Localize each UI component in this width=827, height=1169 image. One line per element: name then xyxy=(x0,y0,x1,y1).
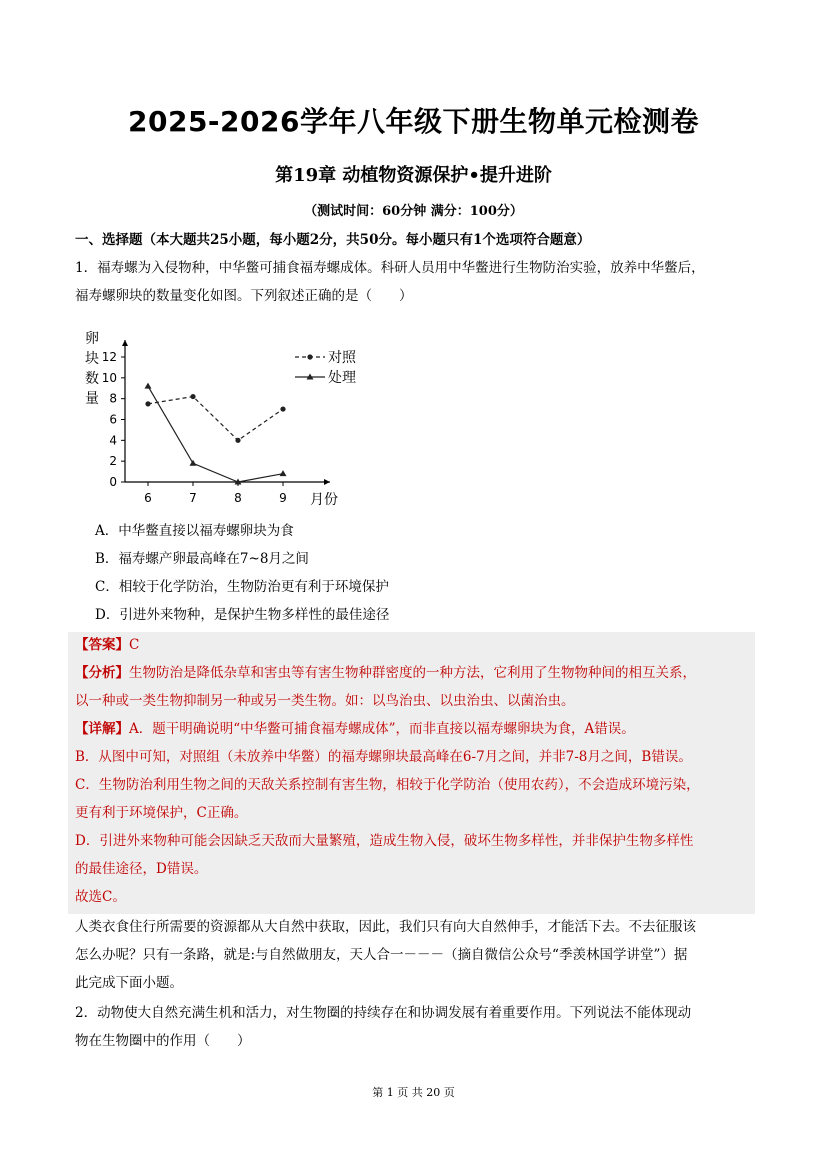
y-tick-label: 12 xyxy=(101,350,117,364)
y-axis-label-char: 块 xyxy=(85,351,99,367)
x-tick-label: 9 xyxy=(279,491,287,505)
x-tick-label: 8 xyxy=(234,491,242,505)
y-tick-label: 4 xyxy=(109,433,117,448)
detail-a: A．题干明确说明“中华鳖可捕食福寿螺成体”，而非直接以福寿螺卵块为食，A错误。 xyxy=(129,721,635,737)
series-point xyxy=(280,470,287,476)
conclusion: 故选C。 xyxy=(75,889,126,905)
series-line-1 xyxy=(148,397,283,441)
y-tick-label: 6 xyxy=(109,412,117,427)
answer-value: C xyxy=(129,637,140,653)
detail-b: B．从图中可知，对照组（未放养中华鳖）的福寿螺卵块最高峰在6-7月之间，并非7-8月之间，B错误。 xyxy=(75,749,692,765)
document-title: 2025-2026学年八年级下册生物单元检测卷 xyxy=(128,105,699,138)
question-1-option-d[interactable]: D．引进外来物种，是保护生物多样性的最佳途径 xyxy=(95,607,390,623)
question-1-option-c[interactable]: C．相较于化学防治，生物防治更有利于环境保护 xyxy=(95,579,389,595)
legend-label-2: 处理 xyxy=(328,370,356,386)
y-tick-label: 2 xyxy=(109,454,117,469)
detail-d-line2: 的最佳途径，D错误。 xyxy=(75,861,208,877)
document-subtitle: 第19章 动植物资源保护•提升进阶 xyxy=(275,165,552,186)
passage-line3: 此完成下面小题。 xyxy=(75,975,183,991)
page-footer: 第 1 页 共 20 页 xyxy=(372,1086,455,1099)
analysis-line1 xyxy=(75,662,696,684)
question-1-option-a[interactable]: A．中华鳖直接以福寿螺卵块为食 xyxy=(95,523,294,539)
y-axis-label-char: 卵 xyxy=(85,331,99,347)
passage-line1: 人类衣食住行所需要的资源都从大自然中获取，因此，我们只有向大自然伸手，才能活下去。不去征服该 xyxy=(75,919,696,935)
detail-c-line1: C．生物防治利用生物之间的天敌关系控制有害生物，相较于化学防治（使用农药），不会造成环境污染， xyxy=(75,777,700,793)
y-tick-label: 8 xyxy=(109,391,117,406)
analysis-text-1: 生物防治是降低杂草和害虫等有害生物种群密度的一种方法，它利用了生物物种间的相互关系， xyxy=(129,665,696,681)
y-axis-label-char: 量 xyxy=(85,391,99,407)
question-1-option-b[interactable]: B．福寿螺产卵最高峰在7~8月之间 xyxy=(95,551,309,567)
question-2-stem-line2: 物在生物圈中的作用（ ） xyxy=(75,1033,251,1049)
x-tick-label: 7 xyxy=(189,491,197,505)
series-point xyxy=(190,394,195,399)
series-point xyxy=(190,460,197,466)
analysis-tag: 【分析】 xyxy=(75,665,129,681)
x-tick-label: 6 xyxy=(144,491,152,505)
answer-line xyxy=(75,634,139,656)
question-2-stem-line1: 2．动物使大自然充满生机和活力，对生物圈的持续存在和协调发展有着重要作用。下列说法不能体现动 xyxy=(75,1005,692,1021)
series-point xyxy=(235,438,240,443)
passage-line2: 怎么办呢？只有一条路，就是:与自然做朋友，天人合一－－－（摘自微信公众号“季羡林国学讲堂”）据 xyxy=(75,947,688,963)
y-tick-label: 0 xyxy=(109,475,117,489)
test-info: （测试时间：60分钟 满分：100分） xyxy=(304,204,523,219)
y-tick-label: 10 xyxy=(101,370,117,385)
question-1-stem-line2: 福寿螺卵块的数量变化如图。下列叙述正确的是（ ） xyxy=(75,288,413,304)
answer-tag: 【答案】 xyxy=(75,637,129,653)
x-axis-label: 月份 xyxy=(310,492,338,508)
detail-d-line1: D．引进外来物种可能会因缺乏天敌而大量繁殖，造成生物入侵，破坏生物多样性，并非保护生物多样性 xyxy=(75,833,694,849)
y-axis-label-char: 数 xyxy=(85,371,99,387)
section-heading: 一、选择题（本大题共25小题，每小题2分，共50分。每小题只有1个选项符合题意） xyxy=(75,232,591,248)
detail-c-line2: 更有利于环境保护，C正确。 xyxy=(75,805,248,821)
series-line-2 xyxy=(148,386,283,482)
detail-tag: 【详解】 xyxy=(75,721,129,737)
detail-line-a xyxy=(75,718,635,740)
x-axis-arrow xyxy=(324,479,330,485)
series-point xyxy=(145,383,152,389)
legend-marker xyxy=(307,354,312,359)
y-axis-arrow xyxy=(122,340,128,346)
question-1-stem-line1: 1．福寿螺为入侵物种，中华鳖可捕食福寿螺成体。科研人员用中华鳖进行生物防治实验，放养中华鳖后， xyxy=(75,260,705,276)
legend-label-1: 对照 xyxy=(328,350,356,366)
series-point xyxy=(280,406,285,411)
egg-mass-chart xyxy=(80,325,360,515)
analysis-text-2: 以一种或一类生物抑制另一种或另一类生物。如：以鸟治虫、以虫治虫、以菌治虫。 xyxy=(75,693,575,709)
series-point xyxy=(145,401,150,406)
